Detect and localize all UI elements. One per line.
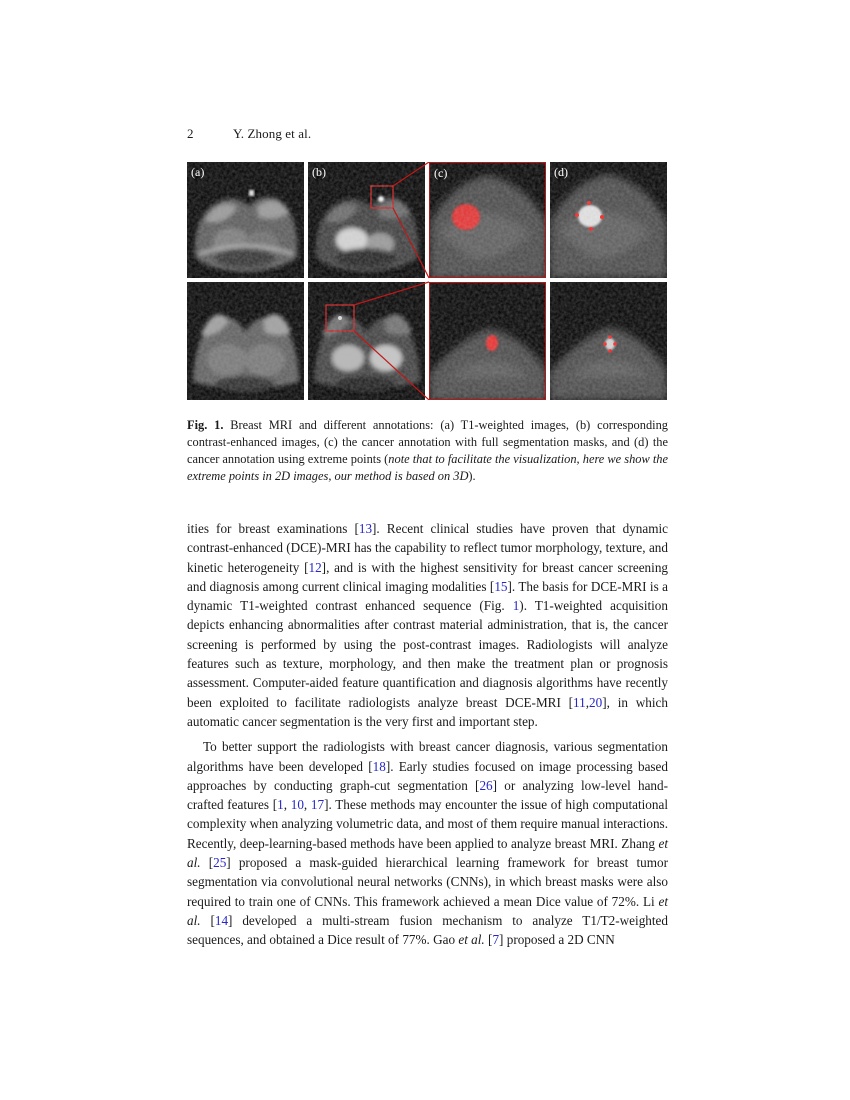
body-text — [187, 519, 668, 950]
text-run: ] proposed a mask-guided hierarchical learning framework for breast tumor segmentation via convolutional neural networks (CNNs), in which breast masks were also required to train one of CNNs. This framework achieved a mean Dice value of 72%. Li — [187, 855, 668, 909]
citation-link[interactable]: 15 — [494, 578, 508, 594]
running-authors: Y. Zhong et al. — [233, 126, 312, 141]
text-run: , — [585, 694, 590, 710]
text-run: ). T1-weighted acquisition depicts enhancing abnormalities after contrast material administration, that is, the cancer screening is performed by using the post-contrast images. Radiologists will analyze features such as texture, morphology, and then make the treatment plan or prognosis assessment. Computer-aided feature quantification and diagnosis algorithms have recently been exploited to facilitate radiologists analyze breast DCE-MRI [ — [187, 598, 668, 710]
text-run: ]. Recent clinical studies have proven that dynamic contrast-enhanced (DCE)-MRI has the capability to reflect tumor morphology, texture, and kinetic heterogeneity [ — [187, 521, 668, 575]
text-run: , — [283, 797, 291, 813]
italic-text: et al. — [187, 893, 668, 928]
italic-text: et al. — [187, 835, 668, 871]
mri-panel-b-top — [308, 162, 425, 278]
citation-link[interactable]: 13 — [358, 521, 373, 536]
citation-link[interactable]: 7 — [492, 932, 500, 948]
figure-caption — [187, 417, 668, 485]
citation-link[interactable]: 1 — [277, 797, 284, 813]
citation-link[interactable]: 14 — [214, 912, 229, 928]
text-run: ]. These methods may encounter the issue of high computational complexity when analyzing volumetric data, and most of them require manual interactions. Recently, deep-learning-based methods have been applied to analyze breast MRI. Zhang — [187, 797, 669, 851]
text-run: ]. Early studies focused on image processing based approaches by conducting graph-cut segmentation [ — [187, 758, 669, 793]
mri-panel-b-bottom — [308, 282, 425, 400]
caption-end: ). — [468, 469, 476, 483]
citation-link[interactable]: 25 — [213, 855, 227, 871]
text-run: ] developed a multi-stream fusion mechanism to analyze T1/T2-weighted sequences, and obtained a Dice result of 77%. Gao — [187, 912, 668, 948]
citation-link[interactable]: 10 — [290, 797, 304, 813]
text-run: ], and is with the highest sensitivity for breast cancer screening and diagnosis among current clinical imaging modalities [ — [187, 559, 669, 594]
caption-label: Fig. 1. — [187, 418, 224, 432]
citation-link[interactable]: 1 — [512, 598, 520, 614]
citation-link[interactable]: 12 — [308, 559, 322, 575]
mri-panel-d-bottom — [550, 282, 667, 400]
panel-label-a: (a) — [191, 165, 205, 179]
paragraph-1 — [187, 519, 668, 731]
text-run: ] proposed a 2D CNN — [499, 932, 615, 948]
paragraph-2 — [187, 737, 668, 949]
figure-1 — [187, 162, 667, 400]
running-header — [187, 126, 311, 142]
text-run: , — [303, 797, 311, 813]
italic-text: et al. — [458, 932, 485, 948]
mri-panel-d-top — [550, 162, 667, 278]
text-run: [ — [200, 855, 214, 871]
mri-panel-c-bottom — [429, 282, 546, 400]
text-run: [ — [200, 912, 215, 928]
mri-panel-c-top — [429, 162, 546, 278]
panel-label-d: (d) — [554, 165, 568, 179]
citation-link[interactable]: 26 — [479, 777, 493, 793]
mri-panel-a-top — [187, 162, 304, 278]
citation-link[interactable]: 18 — [372, 758, 386, 774]
text-run: ] or analyzing low-level hand-crafted features [ — [187, 777, 668, 813]
caption-text: Breast MRI and different annotations: (a) T1-weighted images, (b) corresponding contrast-enhanced images, (c) the cancer annotation with full segmentation masks, and (d) the cancer annotation using extreme points ( — [187, 418, 668, 466]
panel-label-c: (c) — [434, 166, 448, 180]
panel-label-b: (b) — [312, 165, 326, 179]
citation-link[interactable]: 20 — [589, 694, 603, 710]
citation-link[interactable]: 17 — [310, 797, 325, 813]
mri-panel-a-bottom — [187, 282, 304, 400]
text-run: ities for breast examinations [ — [187, 521, 359, 536]
text-run: [ — [484, 932, 493, 948]
text-run: To better support the radiologists with breast cancer diagnosis, various segmentation algorithms have been developed [ — [187, 739, 668, 774]
text-run: ]. The basis for DCE-MRI is a dynamic T1-weighted contrast enhanced sequence (Fig. — [187, 578, 668, 614]
text-run: ], in which automatic cancer segmentation is the very first and important step. — [187, 694, 668, 729]
page-number: 2 — [187, 126, 194, 141]
citation-link[interactable]: 11 — [573, 694, 586, 710]
caption-italic-note: note that to facilitate the visualization, here we show the extreme points in 2D images, our method is based on 3D — [187, 452, 668, 483]
